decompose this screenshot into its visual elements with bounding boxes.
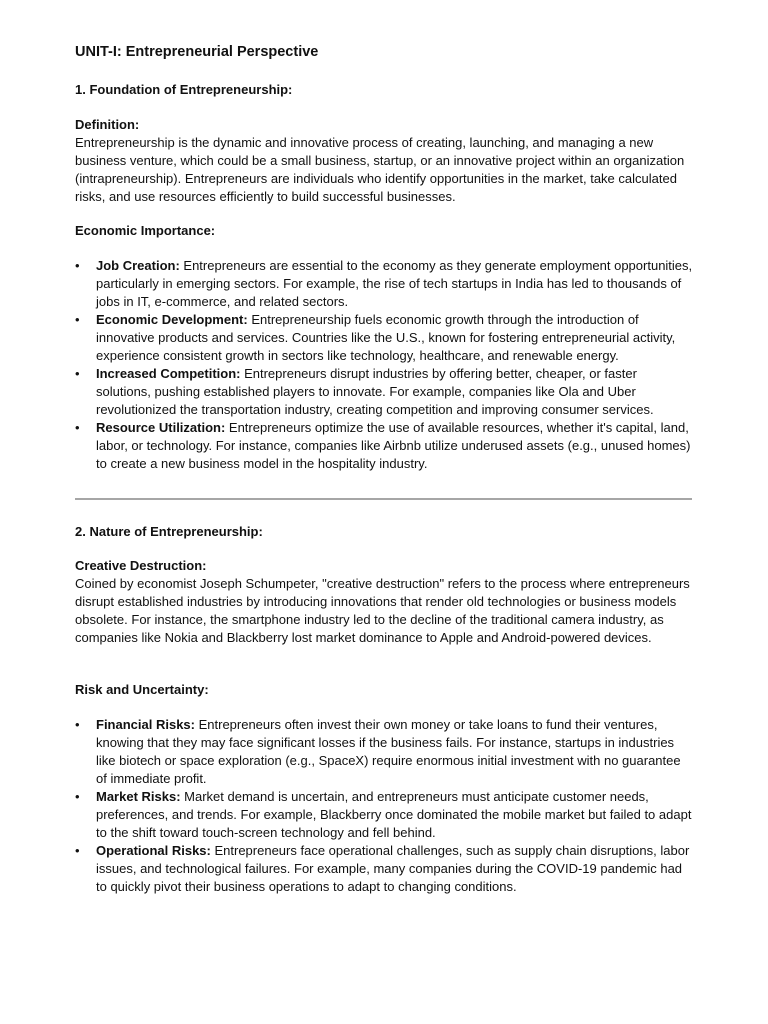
- document-title: UNIT-I: Entrepreneurial Perspective: [75, 44, 319, 60]
- list-item: [75, 788, 693, 842]
- definition-text: Entrepreneurship is the dynamic and innovative process of creating, launching, and managing a new business venture, which could be a small business, startup, or an innovative project within an organization (intrapreneurship). Entrepreneurs are individuals who identify opportunities in the market, take calculated risks, and use resources efficiently to build successful businesses.: [75, 135, 685, 204]
- creative-destruction-text: Coined by economist Joseph Schumpeter, "creative destruction" refers to the process where entrepreneurs disrupt established industries by introducing innovations that render old technologies or business models obsolete. For instance, the smartphone industry led to the decline of the traditional camera industry, as companies like Nokia and Blackberry lost market dominance to Apple and Android-powered devices.: [75, 576, 690, 645]
- list-item-term: Job Creation:: [96, 258, 180, 273]
- section-1-heading-block: [75, 81, 693, 99]
- list-item-term: Economic Development:: [96, 312, 248, 327]
- list-item-text: Entrepreneurship fuels economic growth through the introduction of innovative products and services. Countries like the U.S., known for fostering entrepreneurial activity, experience consistent growth in sectors like technology, healthcare, and renewable energy.: [96, 312, 676, 363]
- creative-destruction-block: [75, 557, 693, 647]
- list-item-term: Market Risks:: [96, 789, 181, 804]
- list-item-text: Entrepreneurs optimize the use of available resources, whether it's capital, land, labor, or technology. For instance, companies like Airbnb utilize underused assets (e.g., unused homes) to create a new business model in the hospitality industry.: [96, 420, 691, 471]
- list-item: [75, 716, 693, 788]
- list-item-text: Entrepreneurs disrupt industries by offering better, cheaper, or faster solutions, pushing established players to innovate. For example, companies like Ola and Uber revolutionized the transportation industry, creating competition and improving consumer services.: [96, 366, 654, 417]
- list-item-text: Entrepreneurs are essential to the economy as they generate employment opportunities, particularly in emerging sectors. For example, the rise of tech startups in India has led to thousands of jobs in IT, e-commerce, and related sectors.: [96, 258, 693, 309]
- risk-uncertainty-list-block: [75, 716, 693, 896]
- list-item-term: Increased Competition:: [96, 366, 241, 381]
- definition-block: [75, 116, 693, 206]
- creative-destruction-heading: Creative Destruction:: [75, 558, 207, 573]
- list-item: [75, 419, 693, 473]
- definition-heading: Definition:: [75, 117, 140, 132]
- economic-importance-list-block: [75, 257, 693, 473]
- section-1-heading: 1. Foundation of Entrepreneurship:: [75, 82, 293, 97]
- list-item-text: Market demand is uncertain, and entrepreneurs must anticipate customer needs, preferences, and trends. For example, Blackberry once dominated the mobile market but failed to adapt to the shift toward touch-screen technology and fell behind.: [96, 789, 692, 840]
- economic-importance-list: [75, 257, 693, 473]
- list-item-term: Resource Utilization:: [96, 420, 226, 435]
- risk-uncertainty-heading-block: [75, 681, 693, 699]
- list-item: [75, 257, 693, 311]
- list-item-term: Operational Risks:: [96, 843, 211, 858]
- list-item-text: Entrepreneurs often invest their own money or take loans to fund their ventures, knowing that they may face significant losses if the business fails. For instance, startups in industries like biotech or space exploration (e.g., SpaceX) require enormous initial investment with no guarantee of immediate profit.: [96, 717, 681, 786]
- list-item-term: Financial Risks:: [96, 717, 195, 732]
- section-divider: [75, 498, 692, 500]
- list-item-text: Entrepreneurs face operational challenges, such as supply chain disruptions, labor issues, and technological failures. For example, many companies during the COVID-19 pandemic had to quickly pivot their business operations to adapt to changing conditions.: [96, 843, 690, 894]
- section-2-heading-block: [75, 523, 693, 541]
- economic-importance-heading-block: [75, 222, 693, 240]
- list-item: [75, 311, 693, 365]
- risk-uncertainty-list: [75, 716, 693, 896]
- risk-uncertainty-heading: Risk and Uncertainty:: [75, 682, 209, 697]
- economic-importance-heading: Economic Importance:: [75, 223, 216, 238]
- list-item: [75, 842, 693, 896]
- section-2-heading: 2. Nature of Entrepreneurship:: [75, 524, 263, 539]
- list-item: [75, 365, 693, 419]
